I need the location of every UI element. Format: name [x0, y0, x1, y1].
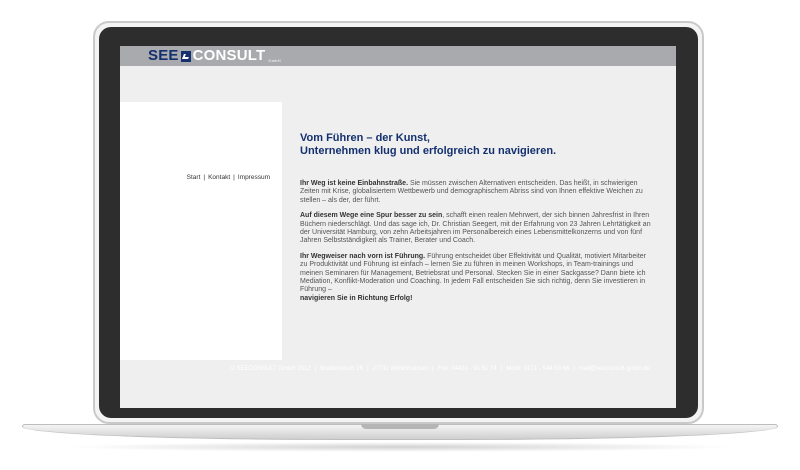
footer-city: 27711 Wildeshausen	[372, 366, 429, 372]
laptop-notch	[361, 424, 439, 429]
website-screen	[120, 46, 676, 408]
main-nav	[187, 174, 270, 181]
paragraph-lead: Ihr Wegweiser nach vorn ist Führung.	[300, 253, 426, 261]
header-bar	[120, 46, 676, 66]
logo-see: SEE	[148, 47, 179, 64]
footer-separator: |	[366, 366, 369, 372]
nav-separator: |	[233, 174, 235, 181]
logo-consult: CONSULT	[192, 47, 266, 64]
nav-impressum[interactable]: Impressum	[237, 174, 270, 181]
headline-line-2: Unternehmen klug und erfolgreich zu navigieren.	[300, 145, 557, 157]
footer-mobile: Mobil: 0171 - 544 03 66	[506, 366, 570, 372]
paragraph-lead: Auf diesem Wege eine Spur besser zu sein	[300, 212, 443, 220]
logo[interactable]	[148, 48, 281, 64]
footer-street: Bredenwisch 16	[320, 366, 363, 372]
paragraph-text: Sie müssen zwischen Alternativen entscheiden. Das heißt, in schwierigen Zeiten mit Krise, globalisiertem Wettbewerb und demographischem Abriss sind von Ihnen effektive Weichen zu stellen – als der, der führt.	[300, 180, 643, 204]
main-content	[300, 132, 652, 310]
sidebar	[120, 102, 282, 360]
paragraph-lead: Ihr Weg ist keine Einbahnstraße.	[300, 180, 409, 187]
laptop-shadow	[60, 442, 740, 452]
nav-kontakt[interactable]: Kontakt	[208, 174, 231, 181]
headline-line-1: Vom Führen – der Kunst,	[300, 132, 430, 144]
logo-suffix: GmbH	[268, 58, 281, 63]
footer-separator: |	[573, 366, 575, 372]
footer-separator: |	[500, 366, 503, 372]
paragraph-2	[300, 212, 652, 245]
paragraph-text: Führung entscheidet über Effektivität und Qualität, motiviert Mitarbeiter zu Produktivität und Führung ist einfach – lernen Sie zu führen in meinen Workshops, in Team-trainings und meinen Seminaren für Management, Betriebsrat und Personal. Stecken Sie in einer Sackgasse? Dann biete ich Mediation, Konflikt-Moderation und Coaching. In jedem Fall entscheiden Sie sich richtig, denn Sie investieren in Führung –	[300, 253, 646, 294]
page-headline	[300, 132, 652, 158]
nav-separator: |	[203, 174, 206, 181]
footer-email-link[interactable]: mail@seeconsult-gmbh.de	[578, 366, 650, 372]
paragraph-closing: navigieren Sie in Richtung Erfolg!	[300, 294, 413, 302]
footer-phone: Fon: 04431 - 91 61 74	[437, 366, 497, 372]
paragraph-1	[300, 180, 652, 205]
logo-mark-icon	[181, 51, 191, 62]
footer-copyright: © SEECONSULT GmbH 2012	[230, 366, 311, 372]
paragraph-text: , schafft einen realen Mehrwert, der sich binnen Jahresfrist in Ihren Büchern niederschlägt. Und das sage ich, Dr. Christian Seegert, mit der Erfahrung von 23 Jahren Lehrtätigkeit an der Universität Hamburg, von zehn Arbeitsjahren im Personalbereich eines Lebensmittelkonzerns und von fünf Jahren Selbstständigkeit als Trainer, Berater und Coach.	[300, 212, 651, 245]
footer-separator: |	[314, 366, 317, 372]
paragraph-3	[300, 253, 652, 303]
footer	[120, 362, 676, 376]
footer-separator: |	[432, 366, 434, 372]
nav-start[interactable]: Start	[186, 174, 201, 181]
